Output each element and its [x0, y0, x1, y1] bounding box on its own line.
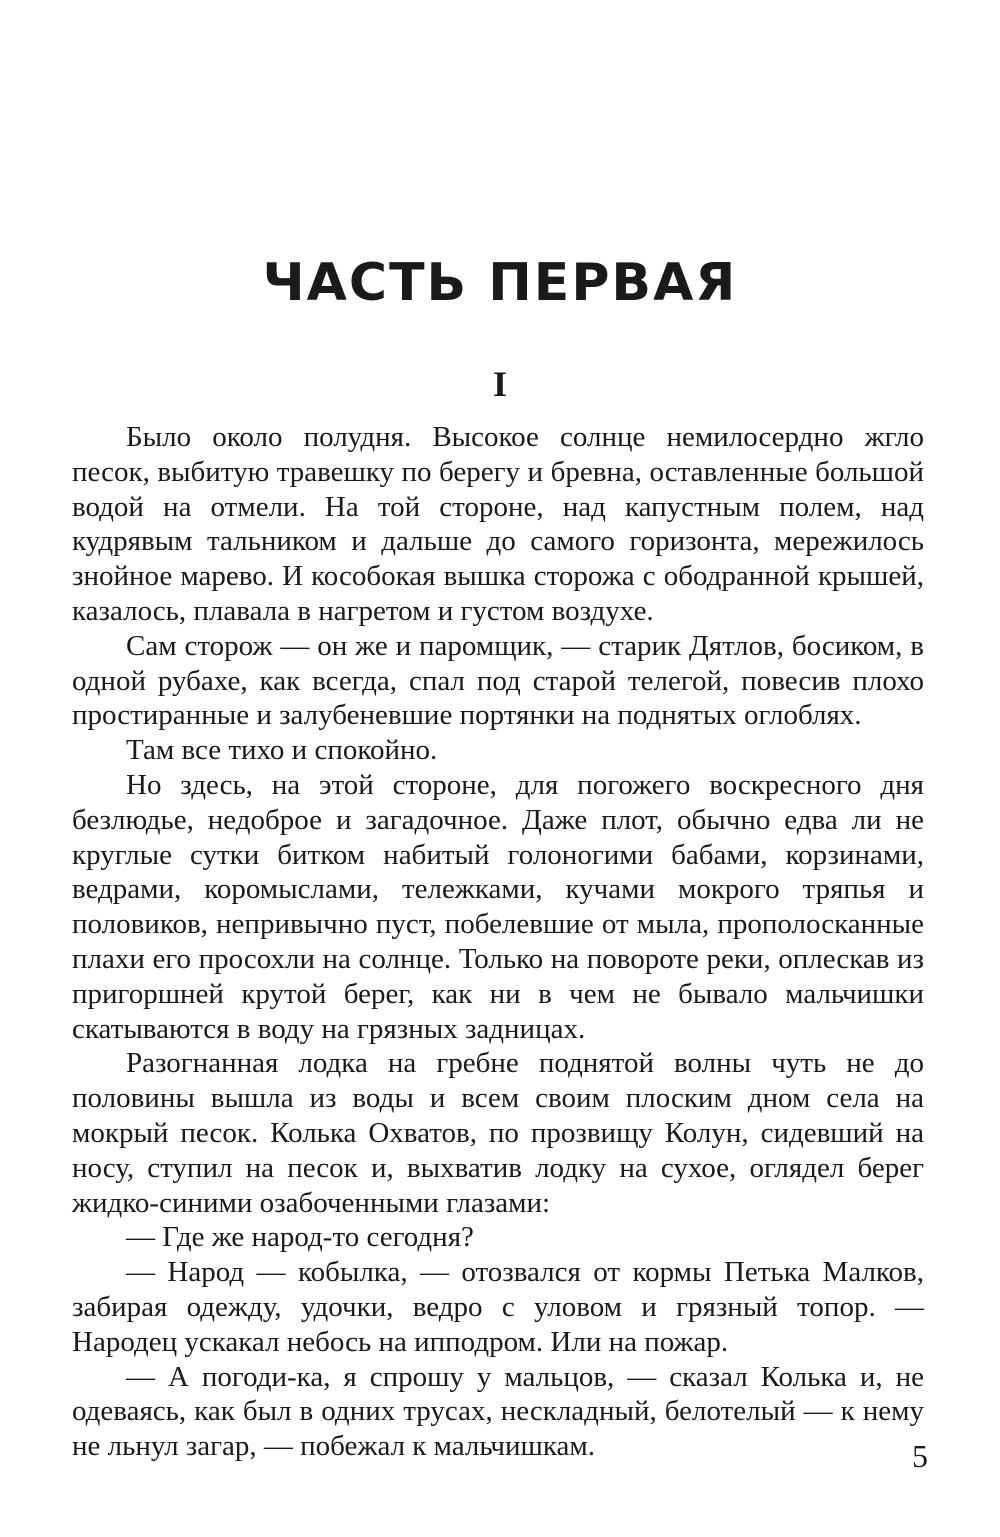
dialogue-line: — Народ — кобылка, — отозвался от кормы Петька Малков, забирая одежду, удочки, ведро с уловом и грязный топор. — Народец ускакал небось на ипподром. Или на пожар.	[72, 1256, 924, 1358]
paragraph: Но здесь, на этой стороне, для погожего воскресного дня безлюдье, недоброе и загадочное. Даже плот, обычно едва ли не круглые сутки битком набитый голоногими бабами, корзинами, ведрами, коромыслами, тележками, кучами мокрого тряпья и половиков, непривычно пуст, побелевшие от мыла, прополосканные плахи его просохли на солнце. Только на повороте реки, оплескав из пригоршней крутой берег, как ни в чем не бывало мальчишки скатываются в воду на грязных задницах.	[72, 768, 924, 1045]
paragraph: Там все тихо и спокойно.	[126, 734, 438, 767]
page-number: 5	[912, 1438, 928, 1474]
dialogue-line: — А погоди-ка, я спрошу у мальцов, — сказал Колька и, не одеваясь, как был в одних трусах, нескладный, белотелый — к нему не льнул загар, — побежал к мальчишкам.	[72, 1360, 924, 1463]
dialogue-line: — Где же народ-то сегодня?	[126, 1221, 474, 1254]
part-title: ЧАСТЬ ПЕРВАЯ	[262, 253, 738, 313]
paragraph: Разогнанная лодка на гребне поднятой волны чуть не до половины вышла из воды и всем своим плоским дном села на мокрый песок. Колька Охватов, по прозвищу Колун, сидевший на носу, ступил на песок и, выхватив лодку на сухое, оглядел берег жидко-синими озабоченными глазами:	[72, 1047, 924, 1219]
chapter-number: I	[492, 364, 507, 404]
paragraph: Сам сторож — он же и паромщик, — старик Дятлов, босиком, в одной рубахе, как всегда, спал под старой телегой, повесив плохо простиранные и залубеневшие портянки на поднятых оглоблях.	[72, 629, 924, 732]
chapter-body	[72, 420, 924, 1464]
paragraph: Было около полудня. Высокое солнце немилосердно жгло песок, выбитую травешку по берегу и бревна, оставленные большой водой на отмели. На той стороне, над капустным полем, над кудрявым тальником и дальше до самого горизонта, мережилось знойное марево. И кособокая вышка сторожа с ободранной крышей, казалось, плавала в нагретом и густом воздухе.	[72, 421, 924, 627]
